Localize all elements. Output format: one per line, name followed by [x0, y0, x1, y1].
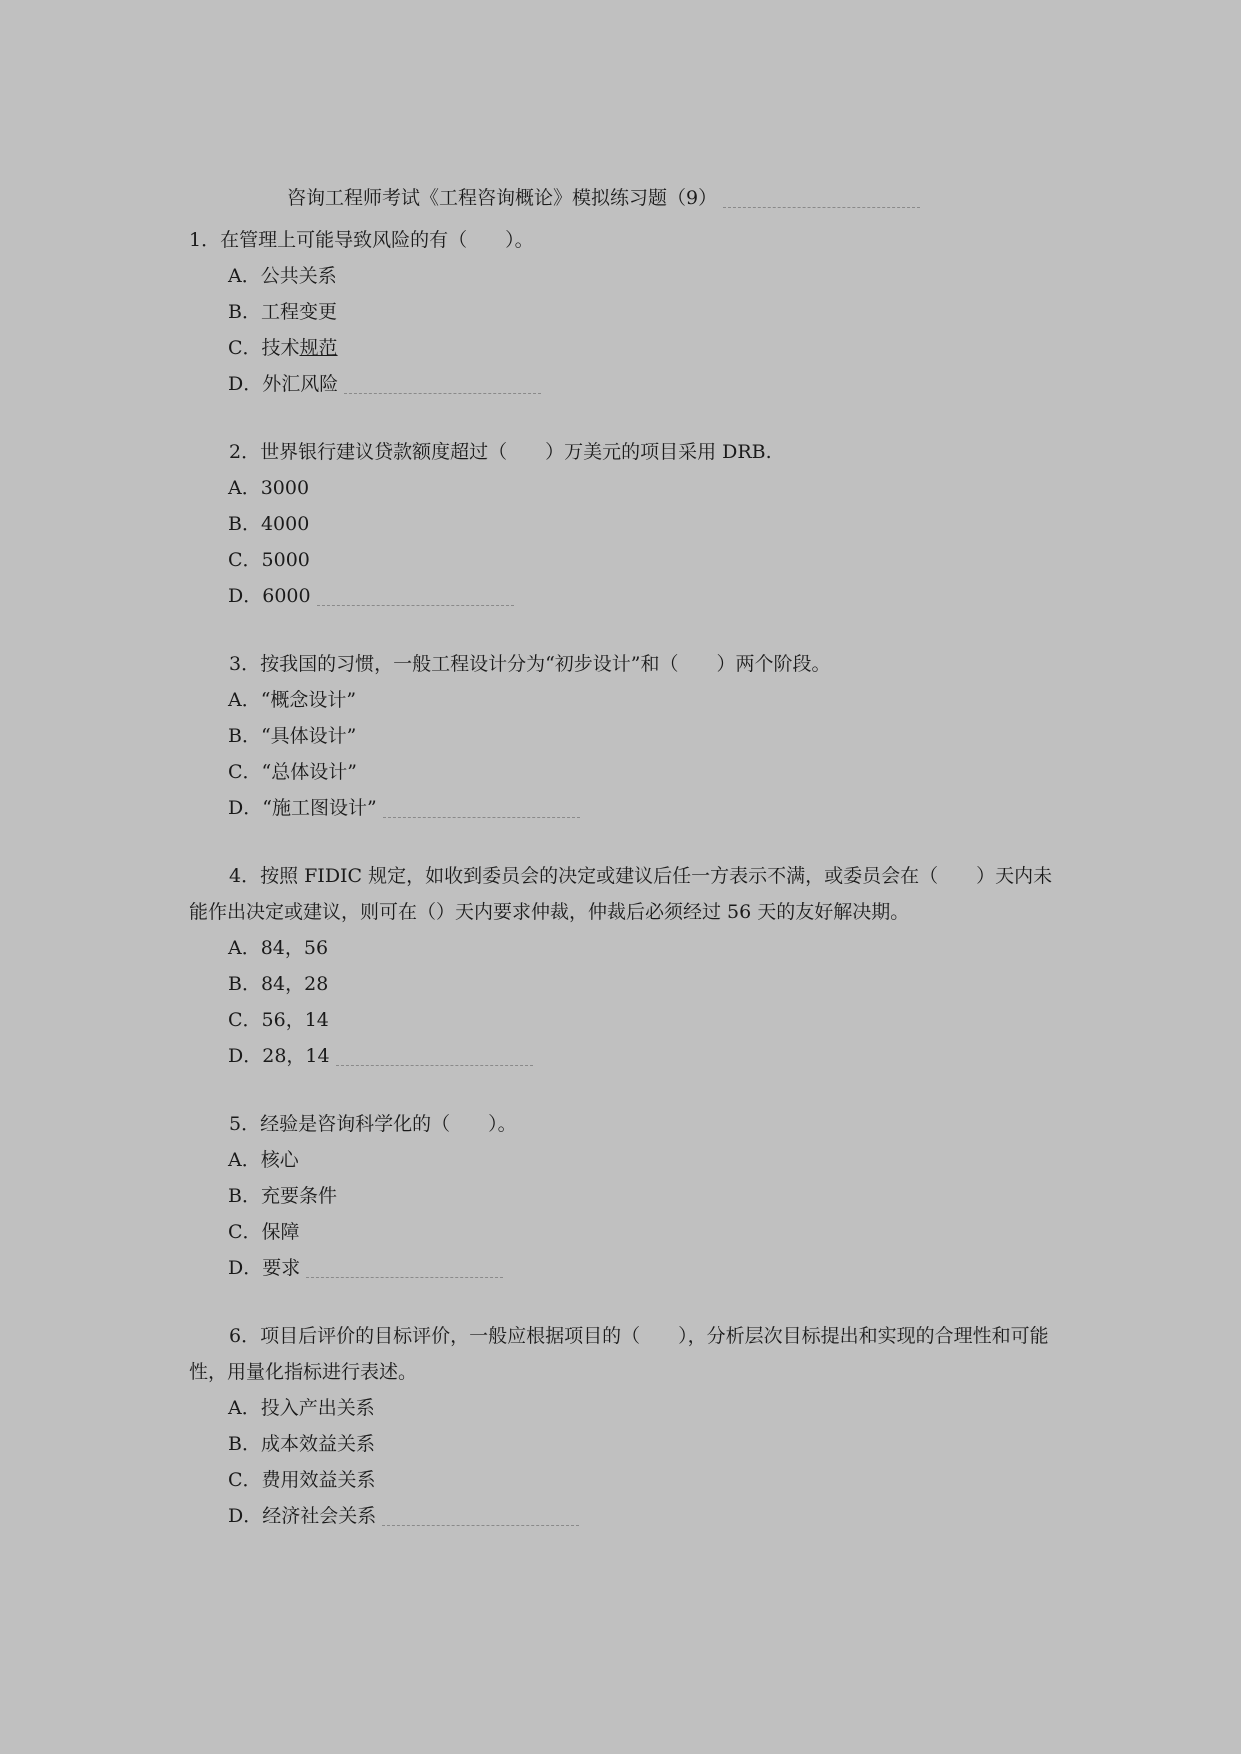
dashed-line [344, 393, 541, 394]
question-stem: 1．在管理上可能导致风险的有（ ）。 [189, 229, 534, 251]
option-d-label: D．外汇风险 [228, 373, 339, 395]
question-3 [189, 646, 1059, 826]
dashed-line [382, 1525, 579, 1526]
option-b: B．充要条件 [228, 1185, 337, 1207]
option-d [189, 1250, 1059, 1286]
option-d [189, 790, 1059, 826]
option-d-label: D．经济社会关系 [228, 1505, 377, 1527]
option-b: B．成本效益关系 [228, 1433, 375, 1455]
option-c: C．5000 [228, 549, 310, 571]
option-a: A．公共关系 [228, 265, 337, 287]
question-5 [189, 1106, 1059, 1286]
question-stem: 6．项目后评价的目标评价，一般应根据项目的（ ），分析层次目标提出和实现的合理性和可能性，用量化指标进行表述。 [189, 1325, 1049, 1383]
option-c-label: C．技术规范 [228, 337, 338, 359]
question-stem: 4．按照 FIDIC 规定，如收到委员会的决定或建议后任一方表示不满，或委员会在（ ）天内未能作出决定或建议，则可在（）天内要求仲裁，仲裁后必须经过 56 天的友好解决期。 [189, 865, 1053, 923]
option-c: C．“总体设计” [228, 761, 357, 783]
question-list [189, 222, 1059, 1566]
option-d [189, 366, 1059, 402]
option-c: C．56，14 [228, 1009, 329, 1031]
option-b: B．“具体设计” [228, 725, 357, 747]
question-2 [189, 434, 1059, 614]
dashed-line [383, 817, 580, 818]
question-6 [189, 1318, 1059, 1534]
option-a: A．3000 [228, 477, 310, 499]
option-a: A．投入产出关系 [228, 1397, 375, 1419]
option-a: A．核心 [228, 1149, 299, 1171]
option-d-label: D．28，14 [228, 1045, 330, 1067]
question-stem: 2．世界银行建议贷款额度超过（ ）万美元的项目采用 DRB. [229, 441, 772, 463]
option-c: C．费用效益关系 [228, 1469, 376, 1491]
question-1 [189, 222, 1059, 402]
option-c: C．保障 [228, 1221, 300, 1243]
option-d [189, 578, 1059, 614]
option-a: A．84，56 [228, 937, 329, 959]
option-b: B．4000 [228, 513, 310, 535]
document-title-line [287, 184, 920, 212]
option-d-label: D．6000 [228, 585, 311, 607]
dashed-line [306, 1277, 503, 1278]
dashed-line [317, 605, 514, 606]
option-d-label: D．“施工图设计” [228, 797, 377, 819]
option-d [189, 1498, 1059, 1534]
question-4 [189, 858, 1059, 1074]
question-stem: 5．经验是咨询科学化的（ ）。 [229, 1113, 517, 1135]
option-b: B．工程变更 [228, 301, 337, 323]
option-a: A．“概念设计” [228, 689, 357, 711]
option-b: B．84，28 [228, 973, 329, 995]
dashed-line [723, 207, 920, 208]
document-title: 咨询工程师考试《工程咨询概论》模拟练习题（9） [287, 187, 718, 209]
option-d-label: D．要求 [228, 1257, 301, 1279]
option-c [189, 330, 1059, 366]
option-d [189, 1038, 1059, 1074]
dashed-line [336, 1065, 533, 1066]
question-stem: 3．按我国的习惯，一般工程设计分为“初步设计”和（ ）两个阶段。 [229, 653, 831, 675]
